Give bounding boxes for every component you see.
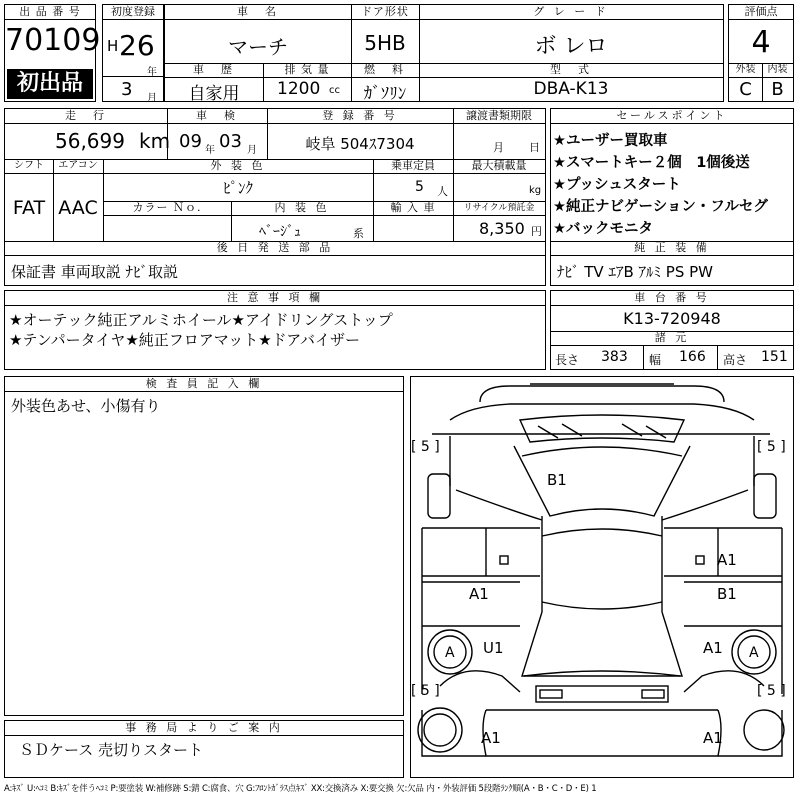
era: H [107,37,119,55]
year-unit: 年 [147,67,157,78]
notes-line: ★テンパータイヤ★純正フロアマット★ドアバイザー [9,331,360,349]
sales-point: ★ユーザー買取車 [553,133,668,149]
interior-label: 内装 [762,63,793,78]
model-label: 型 式 [419,63,723,78]
model: DBA-K13 [533,79,609,99]
history: 自家用 [188,84,240,104]
later-parts-label: 後 日 発 送 部 品 [5,241,545,256]
exterior-color: ﾋﾟﾝｸ [222,179,253,197]
displacement-label: 排 気 量 [263,63,351,78]
color-no-label: カラー Ｎｏ. [103,201,231,216]
recycle-fee: 8,350 [479,219,525,238]
width: 166 [679,349,706,365]
fuel: ｶﾞｿﾘﾝ [363,84,407,104]
load-unit: kg [529,185,542,196]
later-parts: 保証書 車両取説 ﾅﾋﾞ取説 [11,263,179,281]
mileage: 56,699 [55,129,125,153]
interior-color-unit: 系 [353,227,364,240]
lot-box [4,4,101,102]
transfer-label: 譲渡書類期限 [453,109,545,124]
first-reg-box [102,4,164,102]
exterior-grade: C [739,79,752,100]
car-outline-diagram [410,376,794,778]
fuel-label: 燃 料 [351,63,419,78]
inspection-label: 車 検 [167,109,267,124]
dims-label: 諸 元 [551,331,793,346]
insp-month: 03 [219,131,242,152]
equipment-label: 純 正 装 備 [551,241,793,256]
notes-box [4,290,546,370]
tire-depth-bottom-left: [ 5 ] [411,683,440,699]
damage-a1-bottom-right: A1 [703,729,723,747]
plate-label: 登 録 番 号 [267,109,453,124]
interior-color-label: 内 装 色 [231,201,373,216]
seats-label: 乗車定員 [373,159,453,174]
ac: AAC [58,197,98,219]
history-label: 車 歴 [165,63,263,78]
recycle-label: リサイクル預託金 [453,201,545,216]
equipment: ﾅﾋﾞ TV ｴｱB ｱﾙﾐ PS PW [557,263,713,281]
seats: 5 [415,179,424,195]
damage-a1-right-lower: A1 [703,639,723,657]
damage-b1-right: B1 [717,585,737,603]
reg-year: 26 [119,29,155,62]
recycle-unit: 円 [531,225,542,238]
lot-label: 出 品 番 号 [5,5,95,20]
exterior-label: 外装 [729,63,762,78]
sales-box [550,108,794,286]
car-name: マーチ [228,35,288,59]
displacement-unit: cc [329,85,340,96]
shift-label: シフト [5,159,53,174]
interior-color: ﾍﾞｰｼﾞｭ [259,224,301,240]
import-label: 輸 入 車 [373,201,453,216]
lot-number: 70109 [5,23,101,58]
wheel-left-mark: A [445,645,455,661]
office-label: 事 務 局 よ り ご 案 内 [5,721,403,736]
grade: ボ レロ [534,34,608,59]
chassis-label: 車 台 番 号 [551,291,793,306]
score: 4 [751,25,771,60]
name-label: 車 名 [165,5,351,20]
door-label: ドア形状 [351,5,419,20]
sales-point: ★バックモニタ [553,221,653,237]
tire-depth-top-left: [ 5 ] [411,439,440,455]
insp-year: 09 [179,131,202,152]
office-text: ＳＤケース 売切りスタート [19,741,204,759]
length-label: 長さ [555,353,580,367]
damage-a1-bottom-left: A1 [481,729,501,747]
month-unit: 月 [147,93,157,104]
inspector-text: 外装色あせ、小傷有り [11,397,161,415]
legend: A:ｷｽﾞ U:ﾍｺﾐ B:ｷｽﾞを伴うﾍｺﾐ P:要塗装 W:補修跡 S:錆 C:腐食、穴 G:ﾌﾛﾝﾄｶﾞﾗｽ点ｷｽﾞ XX:交換済み X:要交換 欠:欠品 内・外装評価 5段階ﾗﾝｸ順(A・B・C・D・E) 1 [4,784,597,794]
inspector-box [4,376,404,716]
color-label: 外 装 色 [103,159,373,174]
mileage-unit: km [139,129,171,153]
height-label: 高さ [723,353,748,367]
damage-u1: U1 [483,639,504,657]
damage-a1-left: A1 [469,585,489,603]
damage-b1-top: B1 [547,471,567,489]
notes-line: ★オーテック純正アルミホイール★アイドリングストップ [9,311,393,329]
grade-label: グ レ ー ド [419,5,723,20]
score-label: 評価点 [729,5,793,20]
plate-number: 岐阜 504ｽ7304 [305,135,415,153]
sales-point: ★純正ナビゲーション・フルセグ [553,199,768,215]
tire-depth-bottom-right: [ 5 ] [757,683,786,699]
seats-unit: 人 [437,185,448,198]
transfer-month-unit: 月 [493,141,504,154]
ac-label: エアコン [53,159,103,174]
notes-label: 注 意 事 項 欄 [5,291,545,306]
score-box [728,4,794,102]
tire-depth-top-right: [ 5 ] [757,439,786,455]
inspector-label: 検 査 員 記 入 欄 [5,377,403,392]
vehicle-details-box [4,108,546,286]
sales-point: ★プッシュスタート [553,177,681,193]
chassis-number: K13-720948 [623,309,721,328]
door-type: 5HB [364,31,406,55]
shift: FAT [12,197,46,219]
insp-year-unit: 年 [205,145,215,156]
sales-label: セールスポイント [551,109,793,124]
transfer-day-unit: 日 [529,141,540,154]
car-diagram [410,376,794,778]
load-label: 最大積載量 [453,159,545,174]
height: 151 [761,349,788,365]
insp-month-unit: 月 [247,145,257,156]
width-label: 幅 [649,353,662,367]
car-info-box [164,4,724,102]
damage-a1-right-upper: A1 [717,551,737,569]
first-reg-label: 初度登録 [103,5,163,20]
interior-grade: B [771,79,784,100]
chassis-box [550,290,794,370]
first-listing-badge: 初出品 [7,69,93,99]
mileage-label: 走 行 [5,109,167,124]
reg-month: 3 [121,79,133,100]
sales-point: ★スマートキー２個 1個後送 [553,155,750,171]
displacement: 1200 [277,79,321,99]
wheel-right-mark: A [749,645,759,661]
length: 383 [601,349,628,365]
office-box [4,720,404,778]
